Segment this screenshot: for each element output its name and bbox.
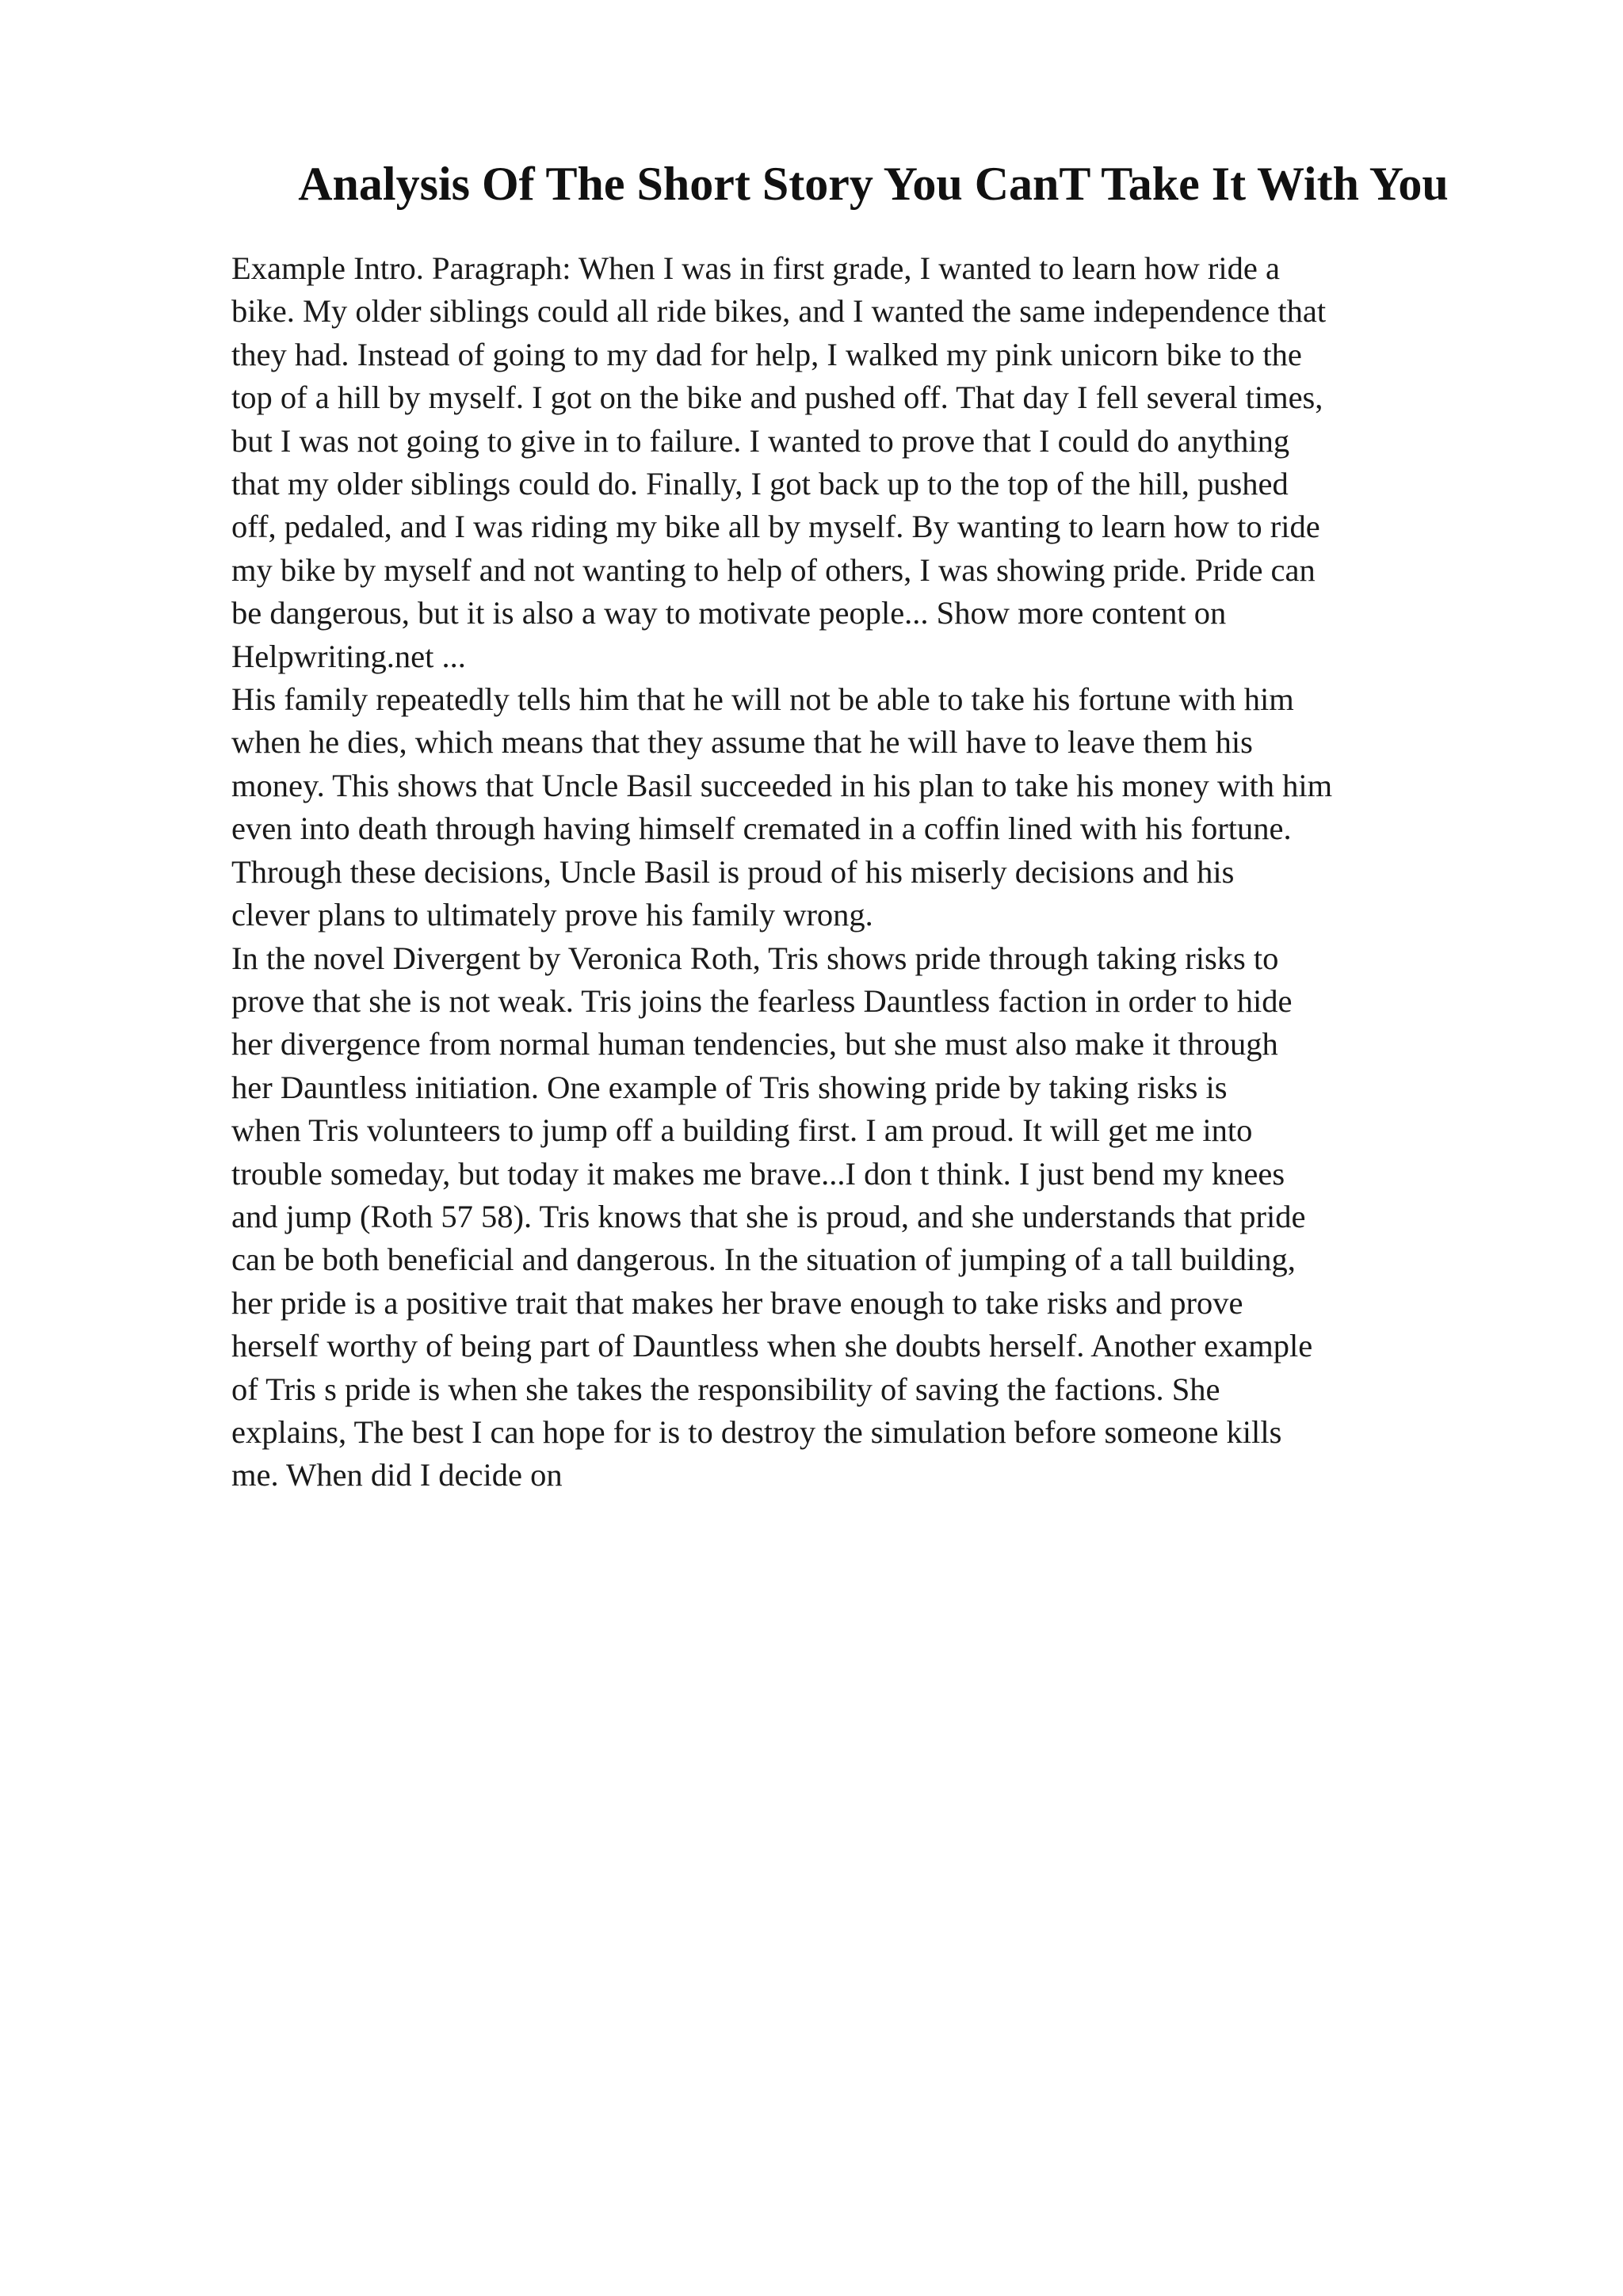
text-line: of Tris s pride is when she takes the responsibility of saving the factions. She <box>231 1371 1220 1407</box>
text-line: herself worthy of being part of Dauntless when she doubts herself. Another example <box>231 1328 1313 1364</box>
text-line: my bike by myself and not wanting to help of others, I was showing pride. Pride can <box>231 551 1316 588</box>
text-line: but I was not going to give in to failure. I wanted to prove that I could do anything <box>231 422 1290 459</box>
document-body <box>231 247 1515 1497</box>
text-line: that my older siblings could do. Finally, I got back up to the top of the hill, pushed <box>231 466 1289 502</box>
text-line: trouble someday, but today it makes me brave...I don t think. I just bend my knees <box>231 1155 1285 1192</box>
text-line: off, pedaled, and I was riding my bike all by myself. By wanting to learn how to ride <box>231 509 1320 545</box>
paragraph-uncle-basil <box>231 678 1515 936</box>
text-line: clever plans to ultimately prove his family wrong. <box>231 897 873 933</box>
text-line: and jump (Roth 57 58). Tris knows that she is proud, and she understands that pride <box>231 1198 1306 1234</box>
text-line: Example Intro. Paragraph: When I was in first grade, I wanted to learn how ride a <box>231 250 1280 286</box>
text-line: her Dauntless initiation. One example of Tris showing pride by taking risks is <box>231 1069 1228 1105</box>
text-line: even into death through having himself cremated in a coffin lined with his fortune. <box>231 810 1292 847</box>
text-line: money. This shows that Uncle Basil succeeded in his plan to take his money with him <box>231 767 1333 803</box>
paragraph-divergent <box>231 937 1515 1497</box>
text-line: Through these decisions, Uncle Basil is proud of his miserly decisions and his <box>231 853 1235 890</box>
text-line: they had. Instead of going to my dad for help, I walked my pink unicorn bike to the <box>231 336 1302 372</box>
text-line: Helpwriting.net ... <box>231 638 466 674</box>
text-line: bike. My older siblings could all ride bikes, and I wanted the same independence that <box>231 293 1327 330</box>
text-line: His family repeatedly tells him that he will not be able to take his fortune with him <box>231 681 1294 718</box>
text-line: her divergence from normal human tendencies, but she must also make it through <box>231 1026 1278 1062</box>
text-line: prove that she is not weak. Tris joins the fearless Dauntless faction in order to hide <box>231 982 1293 1019</box>
document-title: Analysis Of The Short Story You CanT Take It With You <box>298 158 1449 210</box>
text-line: be dangerous, but it is also a way to motivate people... Show more content on <box>231 595 1227 631</box>
text-line: when Tris volunteers to jump off a building first. I am proud. It will get me into <box>231 1112 1253 1149</box>
text-line: explains, The best I can hope for is to destroy the simulation before someone kills <box>231 1413 1282 1450</box>
text-line: can be both beneficial and dangerous. In the situation of jumping of a tall building, <box>231 1241 1296 1278</box>
paragraph-intro <box>231 247 1515 678</box>
text-line: In the novel Divergent by Veronica Roth, Tris shows pride through taking risks to <box>231 940 1279 976</box>
text-line: top of a hill by myself. I got on the bike and pushed off. That day I fell several times, <box>231 379 1323 416</box>
text-line: her pride is a positive trait that makes her brave enough to take risks and prove <box>231 1284 1243 1321</box>
text-line: me. When did I decide on <box>231 1457 563 1493</box>
text-line: when he dies, which means that they assume that he will have to leave them his <box>231 724 1253 761</box>
